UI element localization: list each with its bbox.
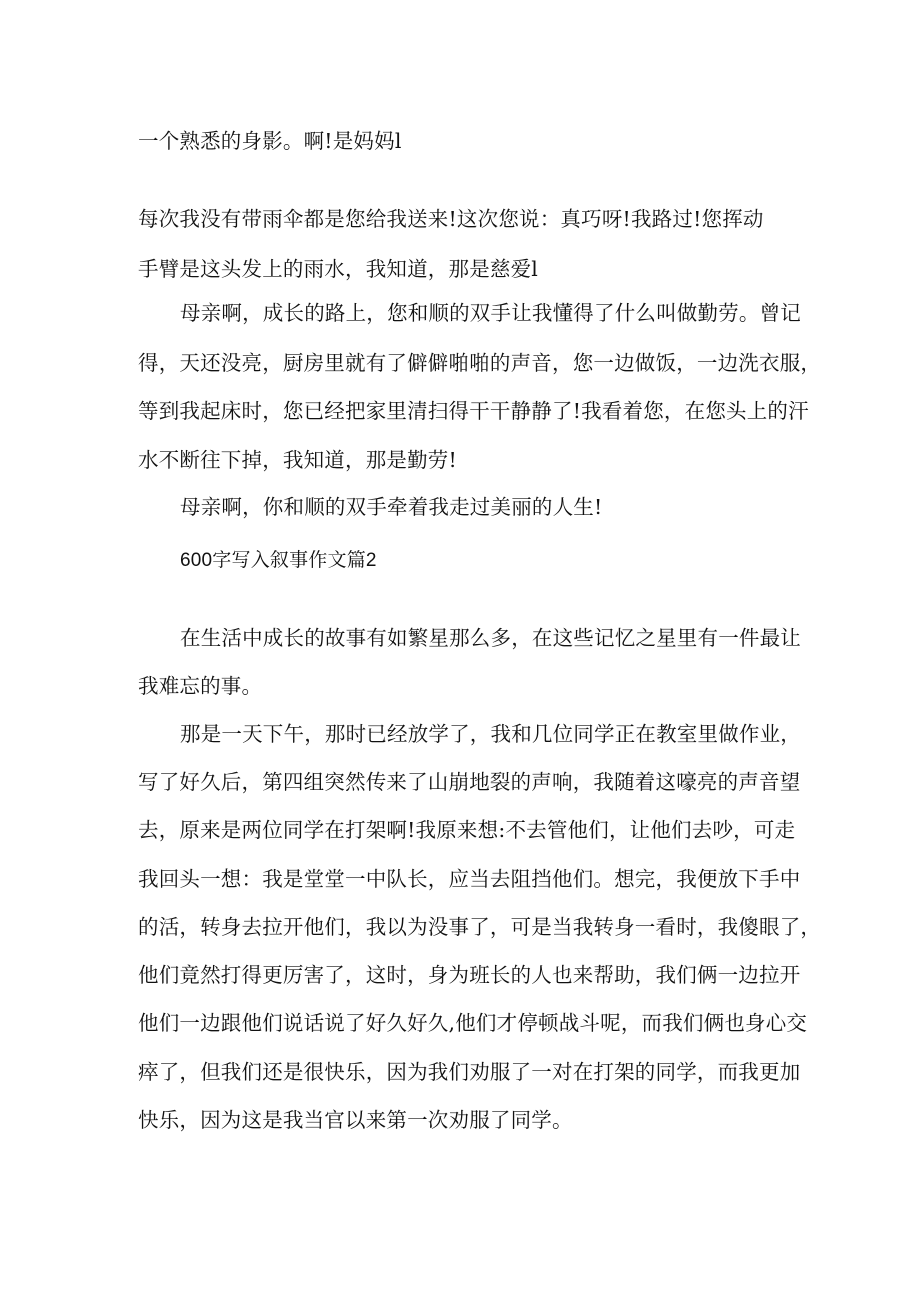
text-line-17: 他们竟然打得更厉害了，这时，身为班长的人也来帮助，我们俩一边拉开 [138,963,801,987]
text-line-10: 在生活中成长的故事有如繁星那么多，在这些记忆之星里有一件最让 [180,626,801,650]
text-line-12: 那是一天下午，那时已经放学了，我和几位同学正在教室里做作业， [180,722,801,746]
section-heading: 600字写入叙事作文篇2 [180,550,377,571]
text-line-5: 得，天还没亮，厨房里就有了僻僻啪啪的声音，您一边做饭，一边洗衣服， [138,351,822,375]
text-line-15: 我回头一想：我是堂堂一中队长，应当去阻挡他们。想完，我便放下手中 [138,867,801,891]
text-line-14: 去，原来是两位同学在打架啊!我原来想:不去管他们，让他们去吵，可走 [138,818,796,842]
text-line-3: 手臂是这头发上的雨水，我知道，那是慈爱l [138,257,539,281]
text-line-1: 一个熟悉的身影。啊!是妈妈l [138,129,402,153]
text-line-16: 的活，转身去拉开他们，我以为没事了，可是当我转身一看时，我傻眼了， [138,915,822,939]
text-line-18: 他们一边跟他们说话说了好久好久,他们才停顿战斗呢，而我们俩也身心交 [138,1011,808,1035]
text-line-13: 写了好久后，第四组突然传来了山崩地裂的声响，我随着这嚎亮的声音望 [138,770,801,794]
text-line-2: 每次我没有带雨伞都是您给我送来!这次您说：真巧呀!我路过!您挥动 [138,207,764,231]
text-line-4: 母亲啊，成长的路上，您和顺的双手让我懂得了什么叫做勤劳。曾记 [180,301,801,325]
text-line-7: 水不断往下掉，我知道，那是勤劳! [138,448,457,472]
text-line-20: 快乐，因为这是我当官以来第一次劝服了同学。 [138,1108,573,1132]
text-line-19: 瘁了，但我们还是很快乐，因为我们劝服了一对在打架的同学，而我更加 [138,1060,801,1084]
text-line-8: 母亲啊，你和顺的双手牵着我走过美丽的人生! [180,495,603,519]
text-line-11: 我难忘的事。 [138,674,263,698]
text-line-6: 等到我起床时，您已经把家里清扫得干干静静了!我看着您，在您头上的汗 [138,399,809,423]
